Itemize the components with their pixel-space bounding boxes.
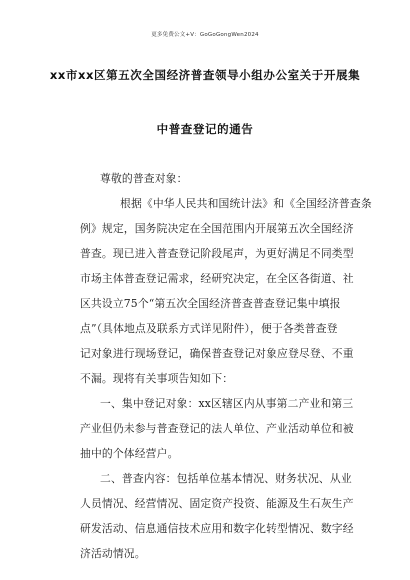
header-note: 更多免费公文+V：GoGoGongWen2024 [151,32,259,38]
salutation: 尊敬的普查对象： [100,172,188,185]
paragraph-line: 点”（具体地点及联系方式详见附件），便于各类普查登 [80,322,338,335]
paragraph-line: 产业但仍未参与普查登记的法人单位、产业活动单位和被 [80,422,354,435]
paragraph-line: 不漏。现将有关事项告知如下： [80,372,234,385]
paragraph-line: 市场主体普查登记需求，经研究决定，在全区各街道、社 [80,272,354,285]
paragraph-line: 例》规定，国务院决定在全国范围内开展第五次全国经济 [80,222,354,235]
paragraph-line: 抽中的个体经营户。 [80,447,179,460]
paragraph-line: 二、普查内容：包括单位基本情况、财务状况、从业 [100,472,352,485]
document-title-line-2: 中普查登记的通告 [156,122,254,136]
paragraph-line: 根据《中华人民共和国统计法》和《全国经济普查条 [120,197,372,210]
document-title-line-1: xx市xx区第五次全国经济普查领导小组办公室关于开展集 [49,68,361,82]
paragraph-line: 济活动情况。 [80,547,146,560]
paragraph-line: 记对象进行现场登记，确保普查登记对象应登尽登、不重 [80,347,354,360]
paragraph-line: 一、集中登记对象：xx区辖区内从事第二产业和第三 [100,397,354,410]
paragraph-line: 区共设立75个“第五次全国经济普查普查登记集中填报 [80,297,341,310]
paragraph-line: 研发活动、信息通信技术应用和数字化转型情况、数字经 [80,522,354,535]
paragraph-line: 普查。现已进入普查登记阶段尾声，为更好满足不同类型 [80,247,354,260]
paragraph-line: 人员情况、经营情况、固定资产投资、能源及生石灰生产 [80,497,354,510]
